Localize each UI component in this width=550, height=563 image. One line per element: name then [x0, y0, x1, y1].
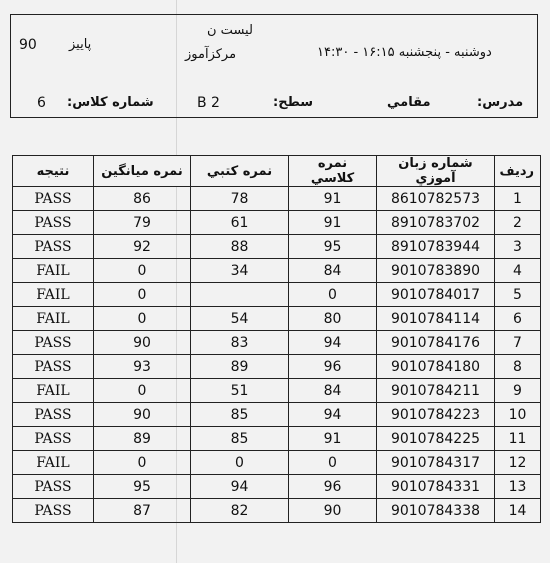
average-score-cell: 0	[94, 307, 191, 331]
student-id-cell: 9010784225	[377, 427, 495, 451]
row-number-cell: 8	[495, 355, 541, 379]
result-cell: PASS	[13, 211, 94, 235]
row-number-cell: 1	[495, 187, 541, 211]
average-score-cell: 0	[94, 379, 191, 403]
table-header-row	[13, 156, 541, 187]
written-score-cell: 85	[191, 403, 289, 427]
season-value: 90	[19, 37, 37, 53]
center-name: مرکزآموز	[185, 47, 237, 62]
average-score-cell: 93	[94, 355, 191, 379]
average-score-cell: 92	[94, 235, 191, 259]
class-score-cell: 0	[289, 283, 377, 307]
table-row	[13, 475, 541, 499]
written-score-cell: 61	[191, 211, 289, 235]
result-cell: PASS	[13, 187, 94, 211]
class-score-cell: 90	[289, 499, 377, 523]
class-score-cell: 84	[289, 379, 377, 403]
class-score-cell: 94	[289, 403, 377, 427]
table-row	[13, 211, 541, 235]
result-cell: PASS	[13, 403, 94, 427]
written-score-cell: 88	[191, 235, 289, 259]
student-id-cell: 9010784180	[377, 355, 495, 379]
result-cell: FAIL	[13, 379, 94, 403]
table-row	[13, 235, 541, 259]
class-schedule: دوشنبه - پنجشنبه ۱۶:۱۵ - ۱۴:۳۰	[317, 45, 492, 60]
document-title: لیست ن	[207, 23, 253, 38]
student-id-cell: 9010784223	[377, 403, 495, 427]
written-score-cell: 0	[191, 451, 289, 475]
table-row	[13, 499, 541, 523]
result-cell: PASS	[13, 235, 94, 259]
column-header-row-number: ردیف	[495, 156, 541, 187]
teacher-label: مدرس:	[477, 95, 524, 110]
written-score-cell: 83	[191, 331, 289, 355]
written-score-cell: 54	[191, 307, 289, 331]
row-number-cell: 6	[495, 307, 541, 331]
row-number-cell: 10	[495, 403, 541, 427]
result-cell: FAIL	[13, 307, 94, 331]
student-id-cell: 9010784114	[377, 307, 495, 331]
row-number-cell: 3	[495, 235, 541, 259]
row-number-cell: 5	[495, 283, 541, 307]
column-header-average-score: نمره میانگین	[94, 156, 191, 187]
written-score-cell: 89	[191, 355, 289, 379]
average-score-cell: 0	[94, 259, 191, 283]
result-cell: PASS	[13, 427, 94, 451]
student-id-cell: 9010784176	[377, 331, 495, 355]
result-cell: PASS	[13, 331, 94, 355]
class-score-cell: 80	[289, 307, 377, 331]
row-number-cell: 9	[495, 379, 541, 403]
result-cell: PASS	[13, 499, 94, 523]
class-score-cell: 96	[289, 475, 377, 499]
average-score-cell: 86	[94, 187, 191, 211]
student-id-cell: 9010783890	[377, 259, 495, 283]
season-label: پاییز	[69, 37, 92, 52]
column-header-result: نتیجه	[13, 156, 94, 187]
table-row	[13, 283, 541, 307]
class-number-label: شماره کلاس:	[67, 95, 154, 110]
student-id-cell: 8610782573	[377, 187, 495, 211]
class-score-cell: 84	[289, 259, 377, 283]
result-cell: FAIL	[13, 283, 94, 307]
written-score-cell: 85	[191, 427, 289, 451]
class-score-cell: 91	[289, 187, 377, 211]
table-row	[13, 451, 541, 475]
grades-table	[12, 155, 541, 523]
class-score-cell: 94	[289, 331, 377, 355]
class-score-cell: 96	[289, 355, 377, 379]
class-score-cell: 0	[289, 451, 377, 475]
class-number-value: 6	[37, 95, 46, 111]
row-number-cell: 4	[495, 259, 541, 283]
average-score-cell: 89	[94, 427, 191, 451]
average-score-cell: 90	[94, 331, 191, 355]
table-row	[13, 259, 541, 283]
average-score-cell: 90	[94, 403, 191, 427]
level-value: B 2	[197, 95, 220, 111]
column-header-written-score: نمره کتبي	[191, 156, 289, 187]
class-score-cell: 95	[289, 235, 377, 259]
written-score-cell: 78	[191, 187, 289, 211]
average-score-cell: 79	[94, 211, 191, 235]
student-id-cell: 9010784017	[377, 283, 495, 307]
written-score-cell: 82	[191, 499, 289, 523]
written-score-cell: 51	[191, 379, 289, 403]
column-header-class-score: نمره کلاسي	[289, 156, 377, 187]
average-score-cell: 87	[94, 499, 191, 523]
row-number-cell: 11	[495, 427, 541, 451]
result-cell: PASS	[13, 355, 94, 379]
average-score-cell: 95	[94, 475, 191, 499]
written-score-cell: 94	[191, 475, 289, 499]
student-id-cell: 9010784317	[377, 451, 495, 475]
row-number-cell: 2	[495, 211, 541, 235]
table-row	[13, 355, 541, 379]
result-cell: PASS	[13, 475, 94, 499]
student-id-cell: 9010784211	[377, 379, 495, 403]
row-number-cell: 12	[495, 451, 541, 475]
student-id-cell: 8910783944	[377, 235, 495, 259]
written-score-cell: 34	[191, 259, 289, 283]
level-label: سطح:	[273, 95, 314, 110]
teacher-name: مقامي	[387, 95, 431, 110]
table-row	[13, 187, 541, 211]
student-id-cell: 8910783702	[377, 211, 495, 235]
student-id-cell: 9010784338	[377, 499, 495, 523]
row-number-cell: 14	[495, 499, 541, 523]
class-score-cell: 91	[289, 211, 377, 235]
column-header-student-id: شماره زبان آموزي	[377, 156, 495, 187]
student-id-cell: 9010784331	[377, 475, 495, 499]
table-row	[13, 307, 541, 331]
table-row	[13, 427, 541, 451]
result-cell: FAIL	[13, 259, 94, 283]
class-score-cell: 91	[289, 427, 377, 451]
result-cell: FAIL	[13, 451, 94, 475]
table-row	[13, 331, 541, 355]
row-number-cell: 13	[495, 475, 541, 499]
class-info-box	[10, 14, 538, 118]
average-score-cell: 0	[94, 451, 191, 475]
written-score-cell	[191, 283, 289, 307]
table-row	[13, 379, 541, 403]
table-row	[13, 403, 541, 427]
average-score-cell: 0	[94, 283, 191, 307]
row-number-cell: 7	[495, 331, 541, 355]
